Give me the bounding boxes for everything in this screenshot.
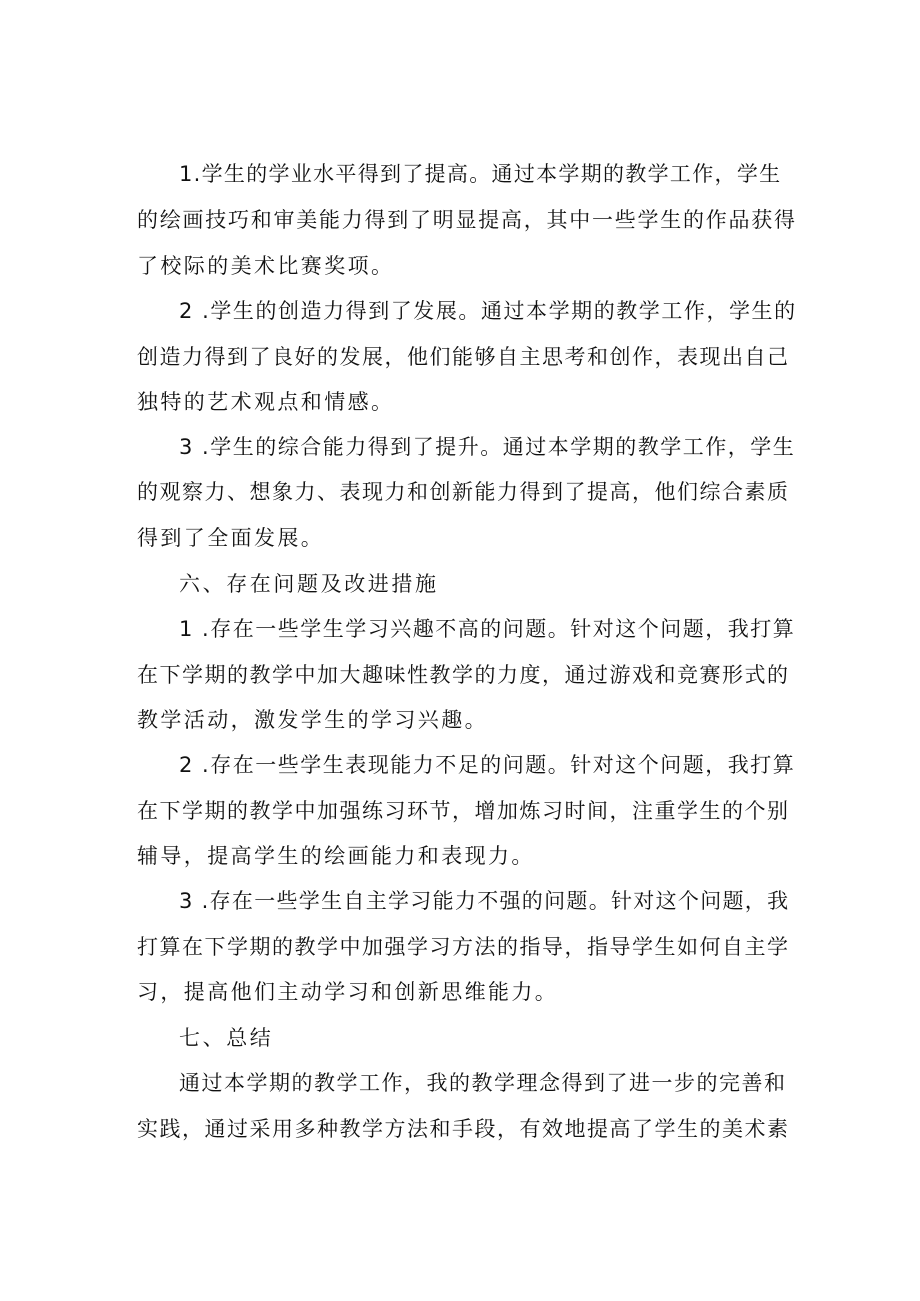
paragraph-1-line-3: 了校际的美术比赛奖项。 — [137, 254, 395, 278]
paragraph-7-line-1: 通过本学期的教学工作，我的教学理念得到了进一步的完善和 — [179, 1071, 787, 1095]
paragraph-3-line-2: 的观察力、想象力、表现力和创新能力得到了提高，他们综合素质 — [137, 480, 790, 504]
paragraph-4-line-3: 教学活动，激发学生的学习兴趣。 — [137, 708, 488, 732]
section-heading-summary: 七、总结 — [179, 1026, 274, 1050]
paragraph-4-line-1: 1 .存在一些学生学习兴趣不高的问题。针对这个问题，我打算 — [179, 617, 796, 641]
paragraph-6-line-3: 习，提高他们主动学习和创新思维能力。 — [137, 980, 559, 1004]
paragraph-6-line-2: 打算在下学期的教学中加强学习方法的指导，指导学生如何自主学 — [137, 935, 790, 959]
paragraph-1-line-1: 1.学生的学业水平得到了提高。通过本学期的教学工作，学生 — [179, 162, 782, 186]
paragraph-2-line-3: 独特的艺术观点和情感。 — [137, 390, 395, 414]
paragraph-6-line-1: 3 .存在一些学生自主学习能力不强的问题。针对这个问题，我 — [179, 889, 790, 913]
paragraph-7-line-2: 实践，通过采用多种教学方法和手段，有效地提高了学生的美术素 — [137, 1117, 790, 1141]
paragraph-5-line-1: 2 .存在一些学生表现能力不足的问题。针对这个问题，我打算 — [179, 753, 796, 777]
paragraph-2-line-2: 创造力得到了良好的发展，他们能够自主思考和创作，表现出自己 — [137, 345, 790, 369]
paragraph-3-line-1: 3 .学生的综合能力得到了提升。通过本学期的教学工作，学生 — [179, 435, 796, 459]
paragraph-1-line-2: 的绘画技巧和审美能力得到了明显提高，其中一些学生的作品获得 — [137, 208, 797, 232]
paragraph-5-line-3: 辅导，提高学生的绘画能力和表现力。 — [137, 844, 535, 868]
paragraph-5-line-2: 在下学期的教学中加强练习环节，增加炼习时间，注重学生的个别 — [137, 799, 790, 823]
section-heading-problems: 六、存在问题及改进措施 — [179, 572, 439, 596]
paragraph-2-line-1: 2 .学生的创造力得到了发展。通过本学期的教学工作，学生的 — [179, 299, 797, 323]
paragraph-3-line-3: 得到了全面发展。 — [137, 526, 325, 550]
paragraph-4-line-2: 在下学期的教学中加大趣味性教学的力度，通过游戏和竞赛形式的 — [137, 663, 790, 687]
